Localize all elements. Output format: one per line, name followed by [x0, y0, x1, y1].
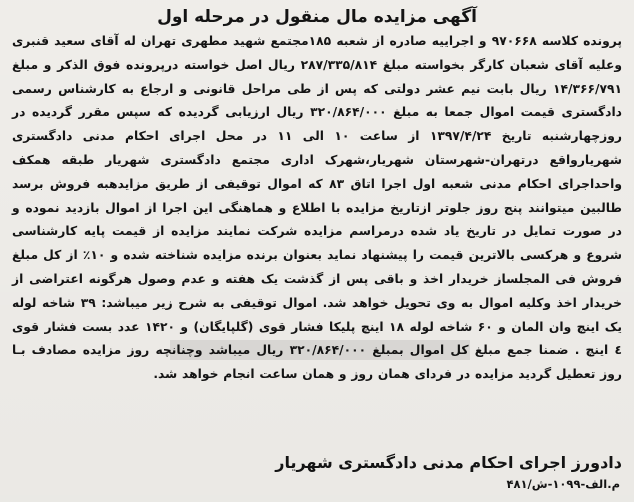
signature-line: دادورز اجرای احکام مدنی دادگستری شهریار: [275, 453, 622, 472]
notice-footer: [10, 452, 624, 496]
reference-number: م.الف-۱۰۹۹-ش/۴۸۱: [506, 477, 620, 491]
notice-body: پرونده کلاسه ۹۷۰۶۶۸ و اجراییه صادره از شعبه ۱۸۵مجتمع شهید مطهری تهران له آقای سعید قنبری وعلیه آقای شعبان کارگر بخواسته مبلغ ۲۸۷/۳۳۵/۸۱۴ ریال اصل خواسته درپرونده فوق الذکر و مبلغ ۱۴/۳۶۶/۷۹۱ ریال بابت نیم عشر دولتی که پس از طی مراحل قانونی و ارجاع به کارشناس رسمی دادگستری قیمت اموال جمعا به مبلغ ۳۲۰/۸۶۴/۰۰۰ ریال ارزیابی گردیده که سپس مقرر گردیده در روزچهارشنبه تاریخ ۱۳۹۷/۴/۲۴ از ساعت ۱۰ الی ۱۱ در محل اجرای احکام مدنی دادگستری شهریارواقع درتهران-شهرستان شهریار،شهرک اداری مجتمع دادگستری شهریار طبقه همکف واحداجرای احکام مدنی شعبه اول اجرا اتاق ۸۳ که اموال توقیفی از طریق مزایدهبه فروش برسد طالبین میتوانند پنج روز جلوتر ازتاریخ مزایده با اطلاع و هماهنگی این اجرا از اموال بازدید نموده و در صورت تمایل در تاریخ یاد شده درمراسم مزایده شرکت نمایند مزایده از قیمت پایه کارشناسی شروع و هرکسی بالاترین قیمت را پیشنهاد نماید بعنوان برنده مزایده شناخته شده و ۱۰٪ از کل مبلغ فروش فی المجلساز خریدار اخذ و باقی پس از گذشت یک هفته و عدم وصول هرگونه اعتراضی از خریدار اخذ وکلیه اموال به وی تحویل خواهد شد. اموال توقیفی به شرح زیر میباشد: ۳۹ شاخه لوله یک اینچ وان المان و ۶۰ شاخه لوله ۱۸ اینچ پلیکا فشار قوی (گلپایگان) و ۱۴۲۰ عدد بست فشار قوی ٤ اینچ . ضمنا جمع مبلغ کل اموال بمبلغ ۳۲۰/۸۶۴/۰۰۰ ریال میباشد وچنانچه روز مزایده مصادف بـا روز تعطیل گردید مزایده در فردای همان روز و همان ساعت انجام خواهد شد.: [12, 34, 623, 382]
notice-title: آگهی مزایده مال منقول در مرحله اول: [157, 7, 477, 27]
